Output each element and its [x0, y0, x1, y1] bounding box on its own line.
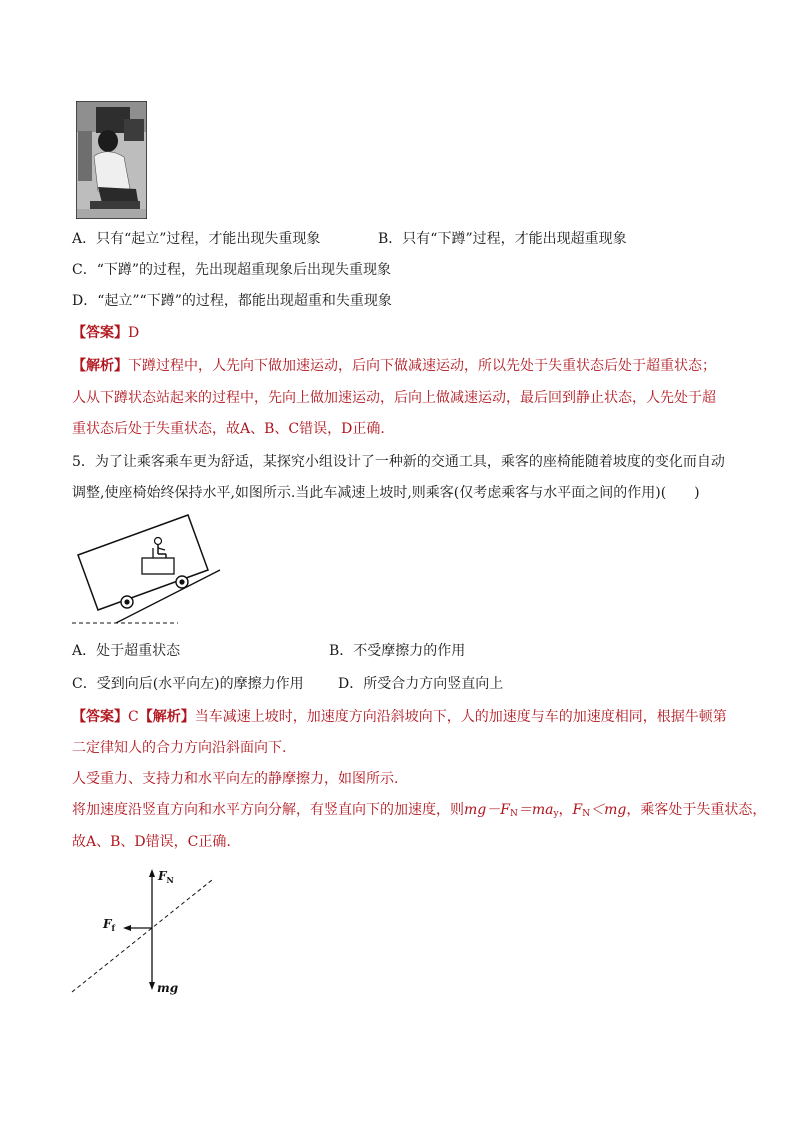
answer-value: D — [128, 325, 140, 341]
equation-2 — [573, 802, 627, 818]
vehicle-slope-diagram — [70, 510, 230, 630]
q5-option-c: C．受到向后(水平向左)的摩擦力作用 — [72, 676, 304, 692]
q5-analysis-line-2: 二定律知人的合力方向沿斜面向下. — [72, 740, 287, 756]
vehicle-slope-figure — [70, 510, 230, 630]
slope-dashed-line — [72, 880, 212, 992]
analysis-tag: 【解析】 — [138, 709, 195, 725]
answer-value: C — [128, 709, 139, 725]
q4-option-a: A．只有“起立”过程，才能出现失重现象 — [72, 231, 321, 247]
fn-label-main: F — [158, 869, 167, 883]
eq1-part-b: ＝ma — [517, 802, 554, 818]
eq1b-sub: y — [553, 809, 559, 819]
q5-stem-line-1: 5．为了让乘客乘车更为舒适，某探究小组设计了一种新的交通工具，乘客的座椅能随着坡度的变化而自动 — [72, 454, 725, 470]
q5-option-b: B．不受摩擦力的作用 — [329, 643, 466, 659]
q5-analysis-line-3: 人受重力、支持力和水平向左的静摩擦力，如图所示. — [72, 771, 399, 787]
equation-1 — [464, 802, 559, 818]
force-diagram — [70, 866, 220, 998]
q5-stem-line-2: 调整,使座椅始终保持水平,如图所示.当此车减速上坡时,则乘客(仅考虑乘客与水平面之间的作用)( ) — [72, 485, 700, 501]
ff-label — [102, 917, 116, 933]
ff-label-main: F — [103, 917, 112, 931]
eq-separator: ， — [558, 802, 573, 818]
q5-analysis-line-4 — [72, 800, 766, 824]
mg-label: mg — [157, 981, 179, 995]
analysis-text: 当车减速上坡时，加速度方向沿斜坡向下，人的加速度与车的加速度相同，根据牛顿第 — [194, 709, 727, 725]
normal-force-arrowhead — [149, 869, 155, 877]
q4-analysis-line-3: 重状态后处于失重状态，故A、B、C错误，D正确. — [72, 421, 385, 437]
q4-analysis-line-2: 人从下蹲状态站起来的过程中，先向上做加速运动，后向上做减速运动，最后回到静止状态，人先处于超 — [72, 390, 716, 406]
eq2-part-b: ＜mg — [590, 802, 627, 818]
eq2-part: F — [572, 802, 583, 818]
q4-option-b: B．只有“下蹲”过程，才能出现超重现象 — [378, 231, 627, 247]
ff-label-sub: f — [111, 923, 115, 933]
answer-tag: 【答案】 — [72, 325, 128, 341]
q5-option-d: D．所受合力方向竖直向上 — [338, 676, 504, 692]
q5-answer-line — [72, 707, 727, 727]
analysis-text-post: ，乘客处于失重状态， — [626, 802, 767, 818]
analysis-text-pre: 将加速度沿竖直方向和水平方向分解，有竖直向下的加速度，则 — [72, 802, 464, 818]
eq1-part: mg－F — [464, 802, 510, 818]
q4-answer — [72, 323, 139, 343]
q4-option-d: D．“起立”“下蹲”的过程，都能出现超重和失重现象 — [72, 293, 392, 309]
answer-tag: 【答案】 — [72, 709, 128, 725]
q4-analysis-line-1 — [72, 356, 716, 376]
q5-option-a: A．处于超重状态 — [72, 643, 181, 659]
force-diagram-svg — [70, 866, 220, 998]
eq2-sub: N — [582, 809, 591, 819]
photo-squat-image — [76, 101, 147, 219]
photo-squat-figure — [76, 101, 147, 219]
analysis-tag: 【解析】 — [72, 358, 128, 374]
gravity-arrowhead — [149, 982, 155, 990]
q4-option-c: C．“下蹲”的过程，先出现超重现象后出现失重现象 — [72, 262, 392, 278]
fn-label-sub: N — [166, 875, 174, 885]
eq1-sub: N — [509, 809, 518, 819]
q5-analysis-line-5: 故A、B、D错误，C正确. — [72, 834, 231, 850]
fn-label — [157, 869, 174, 885]
friction-arrowhead — [123, 925, 131, 931]
analysis-text: 下蹲过程中，人先向下做加速运动，后向下做减速运动，所以先处于失重状态后处于超重状态； — [128, 358, 716, 374]
